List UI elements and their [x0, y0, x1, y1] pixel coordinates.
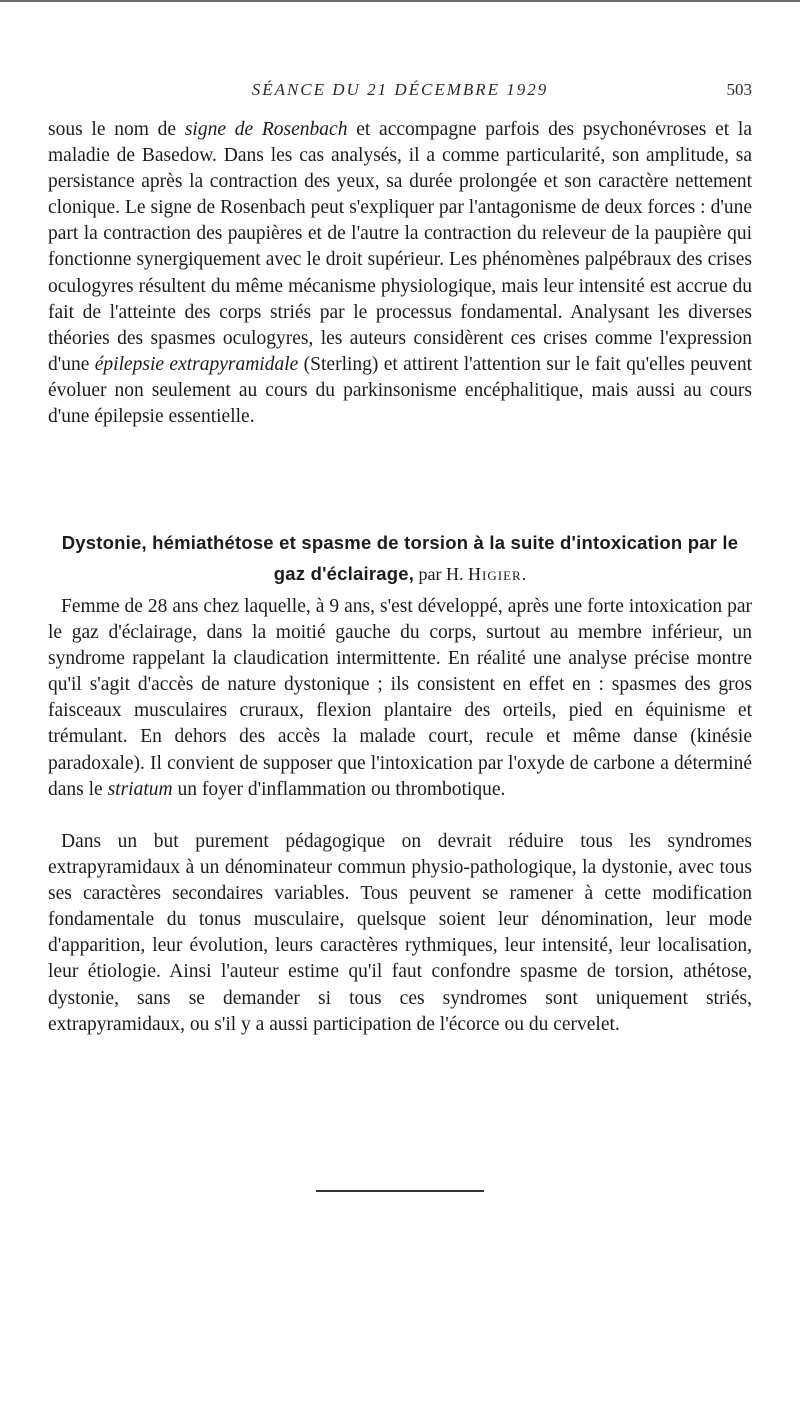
paragraph-text: Femme de 28 ans chez laquelle, à 9 ans, s'est développé, après une forte intoxication par le gaz d'éclairage, dans la moitié gauche du corps, surtout au membre inférieur, un syndrome rappelant la claudication intermittente. En réalité une analyse précise montre qu'il s'agit d'accès de nature dystonique ; ils consistent en effet en : spasmes des gros faisceaux musculaires cruraux, flexion plantaire des orteils, pied en équinisme et trémulant. En dehors des accès la malade court, recule et même danse (kinésie paradoxale). Il convient de supposer que l'intoxication par l'oxyde de carbone a déterminé dans le [48, 596, 752, 800]
author-name: Higier [468, 564, 522, 584]
paragraph-discussion: Dans un but purement pédagogique on devrait réduire tous les syndromes extrapyramidaux à un dénominateur commun physio-pathologique, la dystonie, avec tous ses caractères secondaires variables. Tous peuvent se ramener à cette modification fondamentale du tonus musculaire, quelsque soient leur dénomination, leur mode d'apparition, leur évolution, leurs caractères rythmiques, leur intensité, leur localisation, leur étiologie. Ainsi l'auteur estime qu'il faut confondre spasme de torsion, athétose, dystonie, sans se demander si tous ces syndromes sont uniquement striés, extrapyramidaux, ou s'il y a aussi participation de l'écorce ou du cervelet. [48, 831, 752, 1035]
article-body-discussion [48, 829, 752, 1038]
top-border-rule [0, 0, 800, 2]
paragraph-continued [48, 117, 752, 430]
article-body-case [48, 594, 752, 803]
running-header [48, 80, 752, 106]
italic-term: striatum [107, 778, 173, 800]
paragraph-case-report [48, 594, 752, 803]
italic-term: signe de Rosenbach [184, 119, 348, 140]
paragraph-text: (Sterling) et attirent l'attention sur le fait qu'elles peuvent évoluer non seulement au cours du parkinsonisme encéphalitique, mais aussi au cours d'une épilepsie essentielle. [48, 353, 752, 428]
italic-term: épilepsie extrapyramidale [94, 353, 299, 375]
article-heading [48, 528, 752, 590]
page-number: 503 [726, 80, 752, 99]
running-title: SÉANCE DU 21 DÉCEMBRE 1929 [251, 80, 549, 99]
article-byline [414, 564, 526, 584]
paragraph-text: sous le nom de [48, 119, 185, 140]
paragraph-text: et accompagne parfois des psychonévroses et la maladie de Basedow. Dans les cas analysés, il a comme particularité, son amplitude, sa persistance après la contraction des yeux, sa durée prolongée et son caractère nettement clonique. Le signe de Rosenbach peut s'expliquer par l'antagonisme de deux forces : d'une part la contraction des paupières et de l'autre la contraction du releveur de la paupière qui fonctionne synergiquement avec le droit supérieur. Les phénomènes palpébraux des crises oculogyres résultent du même mécanisme physiologique, mais leur intensité est accrue du fait de l'atteinte des corps striés par le processus fondamental. Analysant les diverses théories des spasmes oculogyres, les auteurs considèrent ces crises comme l'expression d'une [48, 119, 752, 375]
article-title: Dystonie, hémiathétose et spasme de torsion à la suite d'intoxication par le gaz d'éclairage, [61, 532, 739, 584]
byline-suffix: . [521, 564, 527, 584]
section-end-rule [316, 1190, 484, 1192]
paragraph-text: un foyer d'inflammation ou thrombotique. [172, 778, 506, 800]
byline-prefix: par H. [414, 564, 469, 584]
body-section-continued [48, 117, 752, 430]
